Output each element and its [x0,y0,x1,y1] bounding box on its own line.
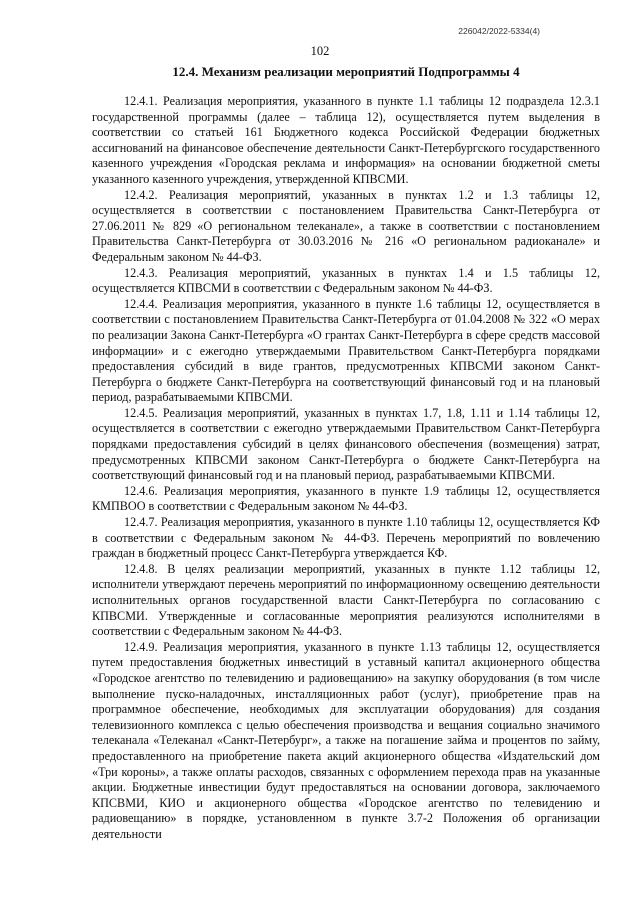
paragraph-12-4-2: 12.4.2. Реализация мероприятий, указанных в пунктах 1.2 и 1.3 таблицы 12, осуществляется в соответствии с постановлением Правительства Санкт-Петербурга от 27.06.2011 № 829 «О региональном телеканале», а также в соответствии с постановлением Правительства Санкт-Петербурга от 30.03.2016 № 216 «О региональном радиоканале» и Федеральным законом № 44-ФЗ. [92,187,600,264]
document-number: 226042/2022-5334(4) [458,26,540,36]
paragraph-12-4-8: 12.4.8. В целях реализации мероприятий, указанных в пункте 1.12 таблицы 12, исполнители утверждают перечень мероприятий по информационному освещению деятельности исполнительных органов государственной власти Санкт-Петербурга по согласованию с КПВСМИ. Утвержденные и согласованные мероприятия реализуются исполнителями в соответствии с Федеральным законом № 44-ФЗ. [92,561,600,639]
document-body [92,94,600,843]
paragraph-12-4-1: 12.4.1. Реализация мероприятия, указанного в пункте 1.1 таблицы 12 подраздела 12.3.1 государственной программы (далее – таблица 12), осуществляется путем выделения в соответствии со статьей 161 Бюджетного кодекса Российской Федерации бюджетных ассигнований на финансовое обеспечение деятельности Санкт-Петербургского государственного казенного учреждения «Городская реклама и информация» на основании бюджетной сметы указанного казенного учреждения, утвержденной КПВСМИ. [92,94,600,186]
page-number: 102 [310,44,330,58]
paragraph-12-4-5: 12.4.5. Реализация мероприятий, указанных в пунктах 1.7, 1.8, 1.11 и 1.14 таблицы 12, осуществляется в соответствии с ежегодно утверждаемыми Правительством Санкт-Петербурга порядками предоставления субсидий в целях финансового обеспечения (возмещения) затрат, предусмотренных КПВСМИ законом Санкт-Петербурга о бюджете Санкт-Петербурга на соответствующий финансовый год и на плановый период, разрабатываемыми КПВСМИ. [92,405,600,483]
paragraph-12-4-7: 12.4.7. Реализация мероприятия, указанного в пункте 1.10 таблицы 12, осуществляется КФ в соответствии с Федеральным законом № 44-ФЗ. Перечень мероприятий по вовлечению граждан в бюджетный процесс Санкт-Петербурга утверждается КФ. [92,515,600,561]
paragraph-12-4-6: 12.4.6. Реализация мероприятия, указанного в пункте 1.9 таблицы 12, осуществляется КМПВОО в соответствии с Федеральным законом № 44-ФЗ. [92,483,600,514]
section-heading: 12.4. Механизм реализации мероприятий Подпрограммы 4 [172,64,520,79]
paragraph-12-4-3: 12.4.3. Реализация мероприятий, указанных в пунктах 1.4 и 1.5 таблицы 12, осуществляется КПВСМИ в соответствии с Федеральным законом № 44-ФЗ. [92,265,600,296]
paragraph-12-4-9: 12.4.9. Реализация мероприятия, указанного в пункте 1.13 таблицы 12, осуществляется путем предоставления бюджетных инвестиций в уставный капитал акционерного общества «Городское агентство по телевидению и радиовещанию» на закупку оборудования (в том числе выполнение пуско-наладочных, инсталляционных работ (услуг), приобретение прав на программное обеспечение, необходимых для эксплуатации оборудования) для создания телевизионного комплекса с целью обеспечения производства и вещания социально значимого телеканала «Телеканал «Санкт-Петербург», а также на погашение займа и процентов по займу, предоставленного на приобретение пакета акций акционерного общества «Издательский дом «Три короны», а также оплаты расходов, связанных с оформлением перехода прав на указанные акции. Бюджетные инвестиции будут предоставляться на основании договора, заключаемого КПСВМИ, КИО и акционерного общества «Городское агентство по телевидению и радиовещанию» в порядке, установленном в пункте 3.7-2 Положения об организации деятельности [92,639,600,841]
paragraph-12-4-4: 12.4.4. Реализация мероприятия, указанного в пункте 1.6 таблицы 12, осуществляется в соответствии с постановлением Правительства Санкт-Петербурга от 01.04.2008 № 322 «О мерах по реализации Закона Санкт-Петербурга «О грантах Санкт-Петербурга в сфере средств массовой информации» и с ежегодно утверждаемыми Правительством Санкт-Петербурга порядками предоставления субсидий в виде грантов, предусмотренных КПВСМИ законом Санкт-Петербурга о бюджете Санкт-Петербурга на соответствующий финансовый год и на плановый период, разрабатываемыми КПВСМИ. [92,296,600,405]
